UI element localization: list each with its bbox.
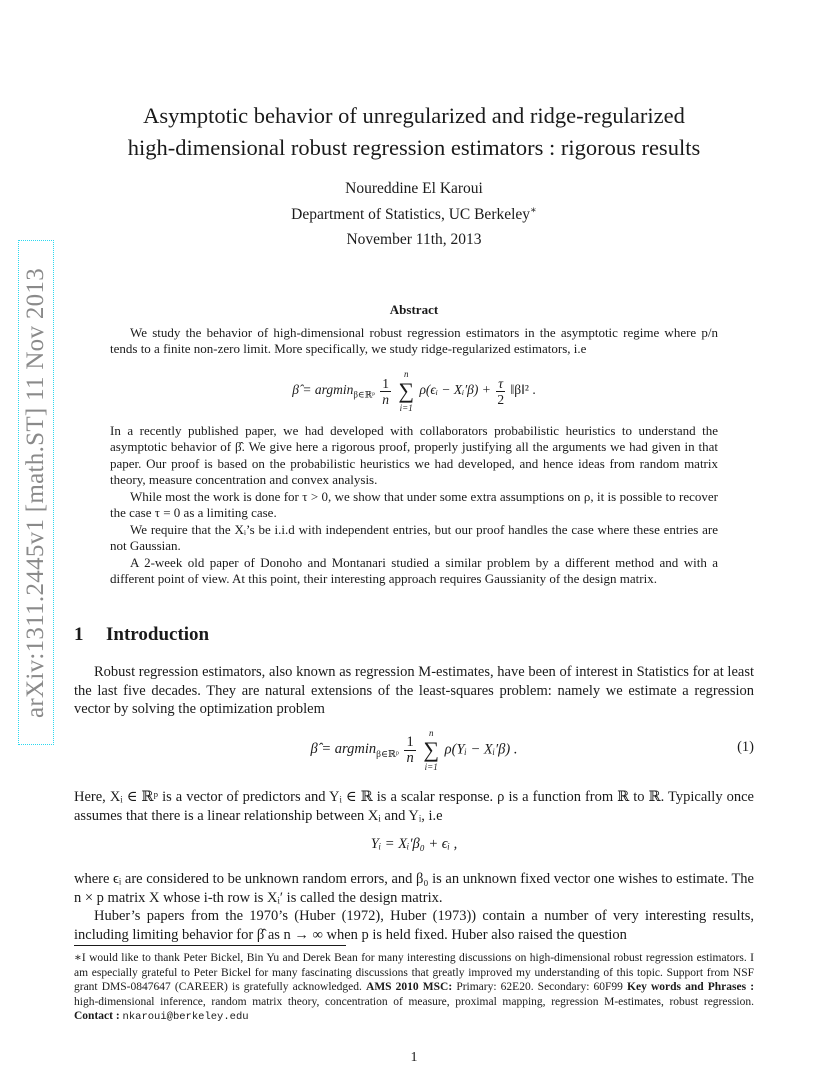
intro-paragraph-2: Here, Xᵢ ∈ ℝᵖ is a vector of predictors and Yᵢ ∈ ℝ is a scalar response. ρ is a function from ℝ to ℝ. Typically once assumes that there is a linear relationship between Xᵢ and Yᵢ, i.e bbox=[74, 789, 754, 824]
author-block bbox=[60, 178, 768, 226]
abstract-equation bbox=[110, 368, 718, 412]
section-heading bbox=[74, 624, 209, 646]
page-number: 1 bbox=[410, 1050, 418, 1065]
eq-body: ρ(ϵᵢ − Xᵢ′β) + bbox=[419, 382, 491, 398]
section-number: 1 bbox=[74, 624, 84, 645]
arxiv-stamp bbox=[18, 240, 54, 745]
abstract-paragraph-1: We study the behavior of high-dimensional robust regression estimators in the asymptotic regime where p/n tends to a finite non-zero limit. More specifically, we study ridge-regularized estimators, i.e bbox=[110, 325, 718, 357]
eq-tau-fraction: $\frac{\tau}{2}$ bbox=[497, 375, 505, 407]
abstract-paragraph-4: We require that the Xᵢ’s be i.i.d with independent entries, but our proof handles the case where these entries are not Gaussian. bbox=[110, 522, 718, 554]
abstract-paragraph-5: A 2-week old paper of Donoho and Montanari studied a similar problem by a different method and with a different point of view. At this point, their interesting approach requires Gaussianity of the design matrix. bbox=[110, 555, 718, 587]
contact-email[interactable]: nkaroui@berkeley.edu bbox=[122, 1011, 249, 1023]
sum-symbol: n ∑ i=1 bbox=[398, 369, 415, 413]
arxiv-stamp-text: arXiv:1311.2445v1 [math.ST] 11 Nov 2013 bbox=[22, 267, 49, 718]
eq1-body: ρ(Yᵢ − Xᵢ′β) . bbox=[444, 741, 518, 758]
intro-paragraph-3: where ϵᵢ are considered to be unknown random errors, and β₀ is an unknown fixed vector one wishes to estimate. The n × p matrix X whose i-th row is Xᵢ′ is called the design matrix. bbox=[74, 871, 754, 906]
author-affiliation: Department of Statistics, UC Berkeley∗ bbox=[291, 205, 537, 224]
eq1-lhs: β̂ = argmin$_{\beta\in ℝᵖ}$ bbox=[310, 741, 399, 761]
keywords-label: Key words and Phrases : bbox=[627, 981, 755, 993]
paper-title bbox=[60, 100, 768, 164]
equation-number: (1) bbox=[737, 739, 754, 755]
keywords-text: high-dimensional inference, random matrix theory, concentration of measure, proximal mapping, regression M-estimates, robust regression. bbox=[74, 995, 754, 1008]
footnote bbox=[74, 951, 754, 1025]
author-name: Noureddine El Karoui bbox=[345, 180, 483, 197]
footnote-text: ∗I would like to thank Peter Bickel, Bin Yu and Derek Bean for many interesting discussions on high-dimensional robust regression estimators. I am especially grateful to Peter Bickel for many fascinating discussions that greatly improved my understanding of this topic. Support from NSF grant DMS-0847647 (CAREER) is gratefully acknowledged. bbox=[74, 952, 754, 993]
eq1-sum-symbol: n ∑ i=1 bbox=[423, 728, 440, 772]
eq-lhs: β̂ = argmin$_{\beta\in ℝᵖ}$ bbox=[292, 382, 375, 400]
paper-date: November 11th, 2013 bbox=[346, 231, 482, 248]
equation-1 bbox=[74, 727, 754, 775]
eq1-fraction: $\frac{1}{n}$ bbox=[406, 733, 414, 766]
title-line-1: Asymptotic behavior of unregularized and ridge-regularized bbox=[143, 103, 685, 128]
abstract-paragraph-2: In a recently published paper, we had developed with collaborators probabilistic heuristics to understand the asymptotic behavior of β̂. We give here a rigorous proof, properly justifying all the arguments we had given in that paper. Our proof is based on the probabilistic heuristics we had developed, and hence ideas from random matrix theory, measure concentration and convex analysis. bbox=[110, 423, 718, 488]
footnote-rule bbox=[74, 945, 346, 946]
equation-2: Yᵢ = Xᵢ′β₀ + ϵᵢ , bbox=[370, 836, 458, 852]
contact-label: Contact : bbox=[74, 1010, 120, 1022]
eq-fraction: $\frac{1}{n}$ bbox=[382, 375, 389, 407]
section-title: Introduction bbox=[106, 624, 210, 645]
title-line-2: high-dimensional robust regression estimators : rigorous results bbox=[127, 135, 701, 160]
abstract-heading: Abstract bbox=[389, 302, 439, 317]
ams-label: AMS 2010 MSC: bbox=[366, 981, 453, 993]
intro-paragraph-1: Robust regression estimators, also known as regression M-estimates, have been of interest in Statistics for at least the last five decades. They are natural extensions of the least-squares problem: namely we estimate a regression vector by solving the optimization problem bbox=[74, 664, 754, 717]
eq-tail: ‖β‖² . bbox=[510, 382, 536, 398]
intro-paragraph-4: Huber’s papers from the 1970’s (Huber (1972), Huber (1973)) contain a number of very interesting results, including limiting behavior for β̂ as n → ∞ when p is held fixed. Huber also raised the question bbox=[74, 908, 754, 943]
abstract-paragraph-3: While most the work is done for τ > 0, we show that under some extra assumptions on ρ, it is possible to recover the case τ = 0 as a limiting case. bbox=[110, 489, 718, 521]
ams-text: Primary: 62E20. Secondary: 60F99 bbox=[456, 981, 623, 993]
